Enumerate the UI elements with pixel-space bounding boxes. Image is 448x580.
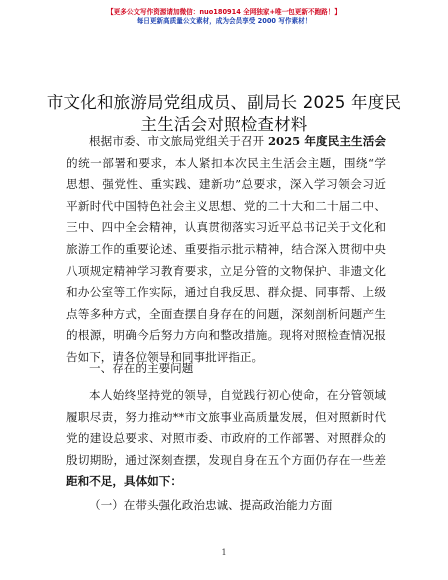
section-line-4: 殷切期盼，通过深刻查摆，发现自身在五个方面仍存在一些差 bbox=[66, 452, 386, 467]
intro-line-6: 旅游工作的重要论述、重要指示批示精神，结合深入贯彻中央 bbox=[66, 241, 386, 256]
promo-banner-line-2: 每日更新高质量公文素材，成为会员享受 2000 写作素材！ bbox=[136, 17, 312, 25]
intro-paragraph bbox=[66, 131, 386, 369]
intro-text: 根据市委、市文旅局党组关于召开 bbox=[89, 134, 268, 148]
section-line-5: 距和不足，具体如下： bbox=[66, 474, 182, 489]
meeting-name: 2025 年度民主生活会 bbox=[267, 134, 387, 148]
section-line-3: 党的建设总要求、对照市委、市政府的工作部署、对照群众的 bbox=[66, 431, 386, 446]
intro-line-2: 的统一部署和要求，本人紧扣本次民主生活会主题，围绕“学 bbox=[66, 155, 386, 170]
intro-line-5: 三中、四中全会精神，认真贯彻落实习近平总书记关于文化和 bbox=[66, 220, 386, 235]
intro-line-7: 八项规定精神学习教育要求，立足分管的文物保护、非遗文化 bbox=[66, 263, 386, 278]
intro-line-9: 点等多种方式，全面查摆自身存在的问题，深刻剖析问题产生 bbox=[66, 306, 386, 321]
intro-line-4: 平新时代中国特色社会主义思想、党的二十大和二十届二中、 bbox=[66, 198, 386, 213]
section-line-2: 履职尽责，努力推动**市文旅事业高质量发展，但对照新时代 bbox=[66, 409, 386, 424]
intro-line-11: 告如下，请各位领导和同事批评指正。 bbox=[66, 349, 264, 364]
page-number: 1 bbox=[221, 548, 227, 557]
intro-line-8: 和办公室等工作实际，通过自我反思、群众提、同事帮、上级 bbox=[66, 285, 386, 300]
title-line-1: 市文化和旅游局党组成员、副局长 2025 年度民 bbox=[46, 93, 402, 112]
document-title bbox=[40, 92, 408, 136]
intro-line-1 bbox=[66, 131, 386, 153]
intro-line-10: 的根源，明确今后努力方向和整改措施。现将对照检查情况报 bbox=[66, 328, 386, 343]
section-heading: 一、存在的主要问题 bbox=[89, 361, 194, 375]
sub-section-heading: （一）在带头强化政治忠诚、提高政治能力方面 bbox=[89, 498, 333, 512]
promo-banner-line-1: 【更多公文写作资源请加微信：nuo180914 全网独家+唯一包更新不跑路！】 bbox=[107, 8, 341, 16]
title-line-2: 主生活会对照检查材料 bbox=[140, 115, 308, 134]
section-line-1: 本人始终坚持党的领导，自觉践行初心使命，在分管领域 bbox=[89, 388, 386, 402]
section-paragraph bbox=[66, 385, 386, 493]
intro-line-3: 思想、强党性、重实践、建新功”总要求，深入学习领会习近 bbox=[66, 177, 386, 192]
